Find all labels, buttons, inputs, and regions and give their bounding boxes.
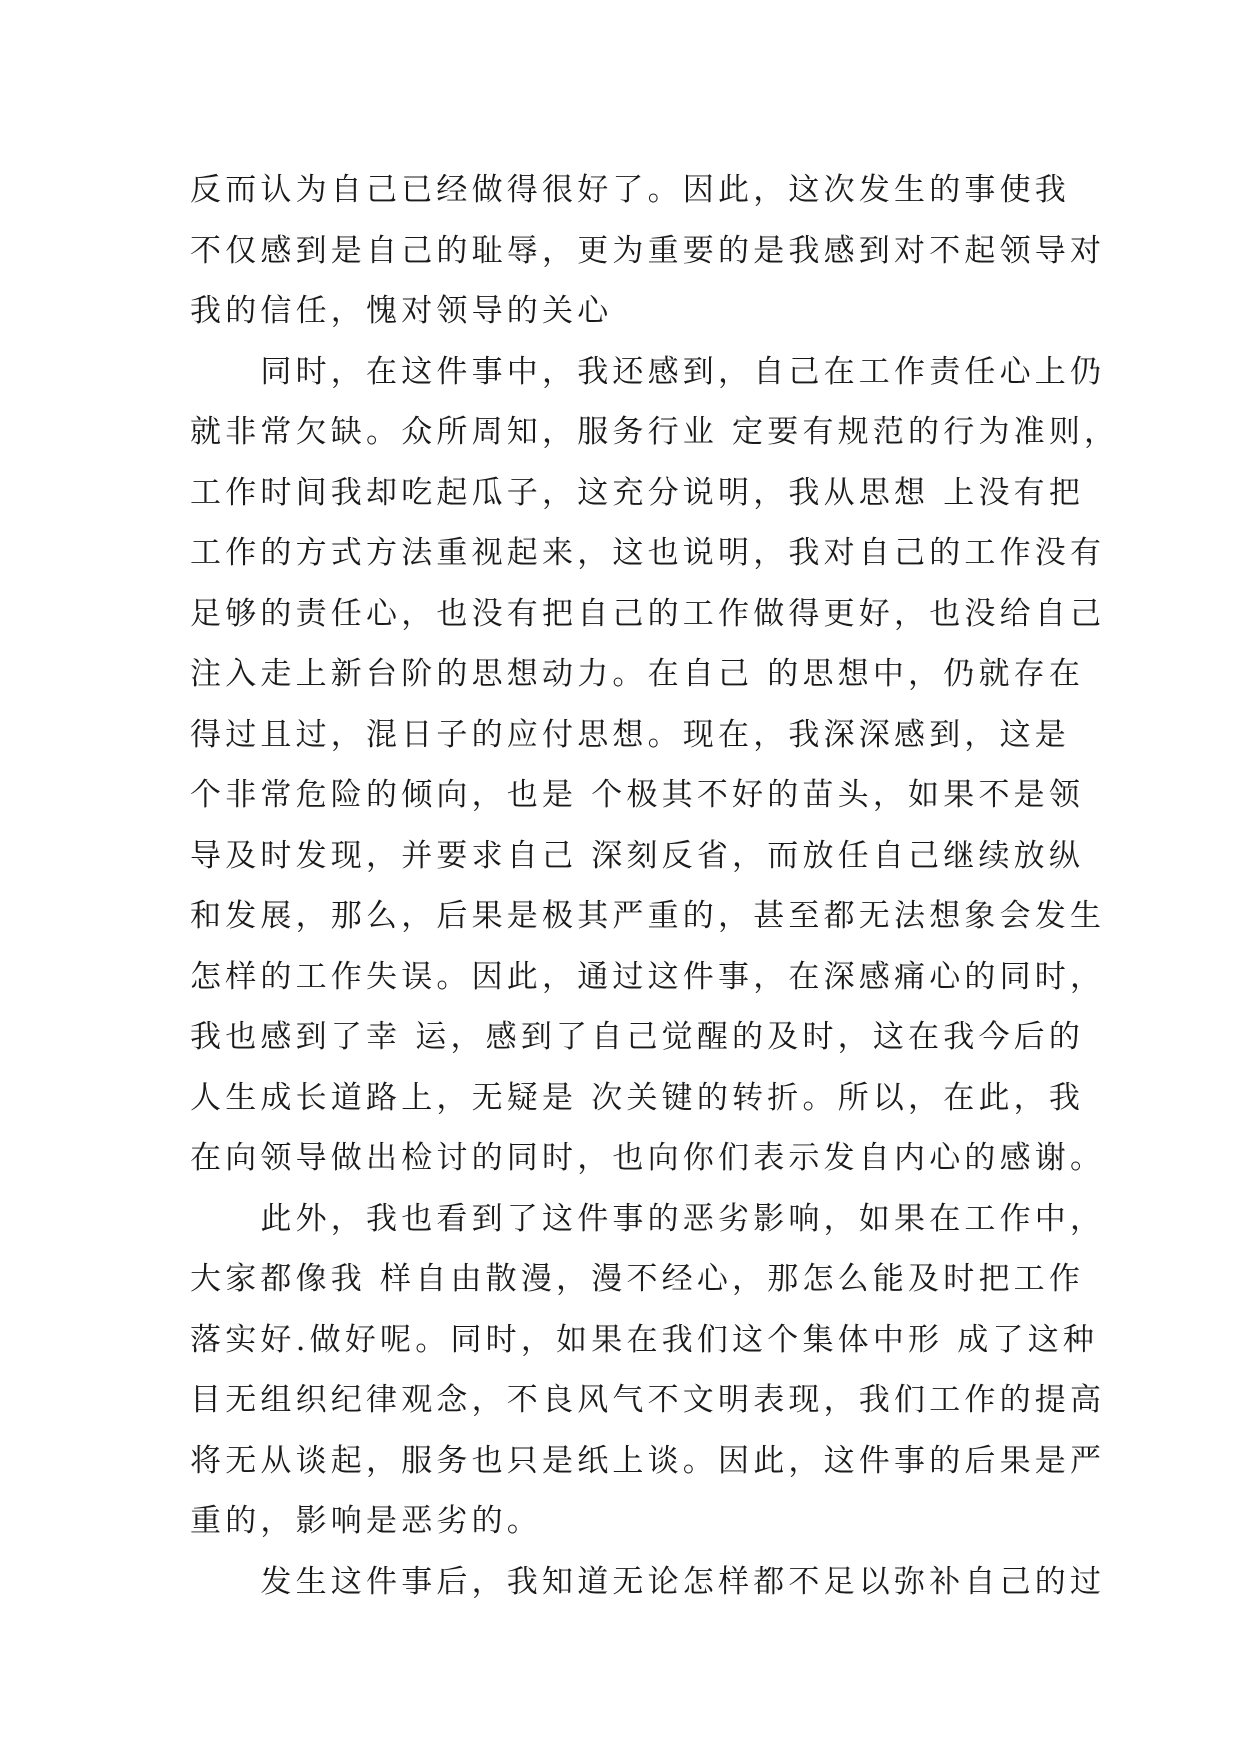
text-line: 大家都像我 样自由散漫，漫不经心，那怎么能及时把工作	[190, 1261, 1085, 1297]
text-line: 人生成长道路上，无疑是 次关键的转折。所以，在此，我	[190, 1079, 1085, 1116]
text-line: 目无组织纪律观念，不良风气不文明表现，我们工作的提高	[190, 1382, 1106, 1418]
text-line: 个非常危险的倾向，也是 个极其不好的苗头，如果不是领	[190, 777, 1085, 813]
text-line: 将无从谈起，服务也只是纸上谈。因此，这件事的后果是严	[190, 1442, 1106, 1479]
text-line: 同时，在这件事中，我还感到，自己在工作责任心上仍	[190, 353, 1106, 390]
text-line: 发生这件事后，我知道无论怎样都不足以弥补自己的过	[190, 1563, 1106, 1600]
text-line: 怎样的工作失误。因此，通过这件事，在深感痛心的同时，	[190, 958, 1106, 995]
text-line: 得过且过，混日子的应付思想。现在，我深深感到，这是	[190, 716, 1070, 753]
text-line: 我也感到了幸 运，感到了自己觉醒的及时，这在我今后的	[190, 1019, 1085, 1055]
text-line: 不仅感到是自己的耻辱，更为重要的是我感到对不起领导对	[190, 232, 1106, 269]
text-line: 此外，我也看到了这件事的恶劣影响，如果在工作中，	[190, 1200, 1106, 1237]
body-text	[190, 160, 1120, 1612]
text-line: 和发展，那么，后果是极其严重的，甚至都无法想象会发生	[190, 898, 1106, 934]
text-line: 就非常欠缺。众所周知，服务行业 定要有规范的行为准则，	[190, 414, 1120, 450]
text-line: 反而认为自己已经做得很好了。因此，这次发生的事使我	[190, 172, 1070, 208]
text-line: 落实好.做好呢。同时，如果在我们这个集体中形 成了这种	[190, 1321, 1099, 1358]
text-line: 在向领导做出检讨的同时，也向你们表示发自内心的感谢。	[190, 1140, 1106, 1176]
text-line: 导及时发现，并要求自己 深刻反省，而放任自己继续放纵	[190, 837, 1085, 874]
text-line: 工作的方式方法重视起来，这也说明，我对自己的工作没有	[190, 535, 1106, 571]
text-line: 足够的责任心，也没有把自己的工作做得更好，也没给自己	[190, 595, 1106, 632]
text-line: 我的信任，愧对领导的关心	[190, 293, 613, 329]
text-line: 重的，影响是恶劣的。	[190, 1503, 542, 1539]
text-line: 注入走上新台阶的思想动力。在自己 的思想中，仍就存在	[190, 656, 1085, 692]
text-line: 工作时间我却吃起瓜子，这充分说明，我从思想 上没有把	[190, 474, 1085, 511]
